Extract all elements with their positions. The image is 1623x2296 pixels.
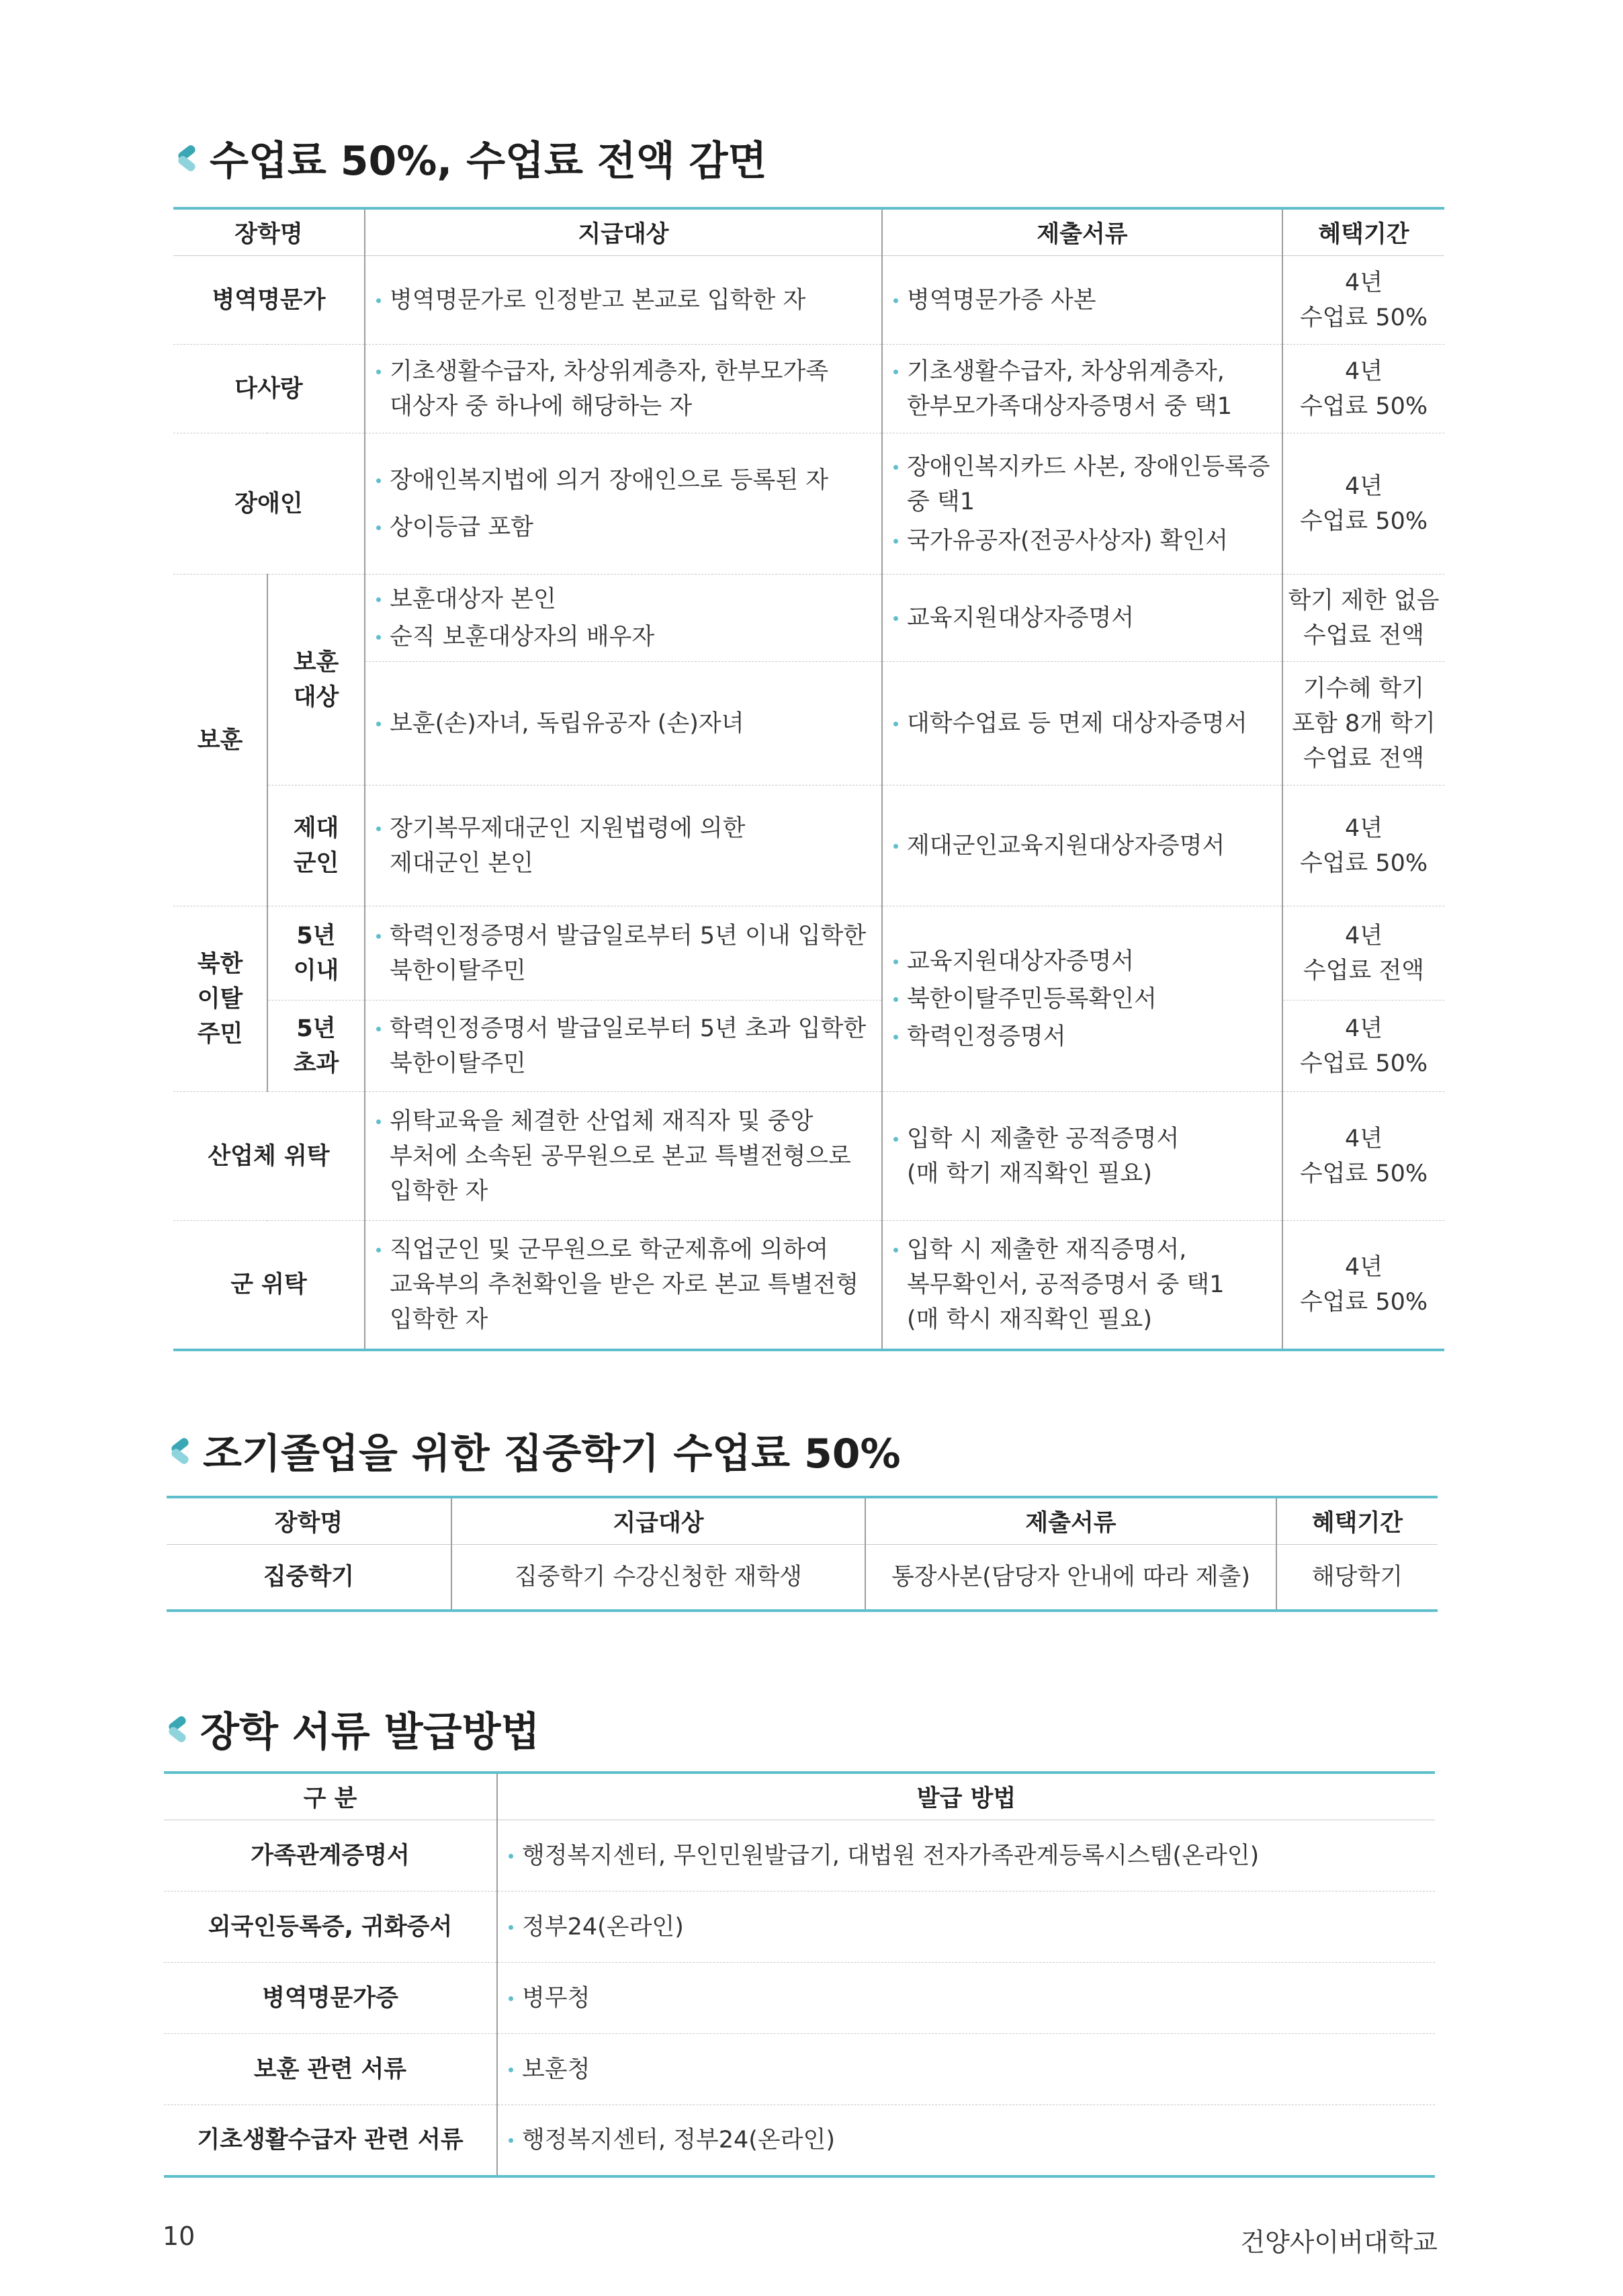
table-header-row xyxy=(164,1773,1435,1820)
table-row xyxy=(164,2105,1435,2176)
header-issuance-method: 발급 방법 xyxy=(497,1773,1435,1820)
period-cell: 4년 수업료 전액 xyxy=(1282,906,1444,1001)
school-name: 건양사이버대학교 xyxy=(1240,2227,1438,2257)
table-row xyxy=(164,1891,1435,1963)
table-row xyxy=(173,785,1444,906)
scholarship-name-north-korean-defector: 북한 이탈 주민 xyxy=(173,906,267,1092)
document-name: 보훈 관련 서류 xyxy=(164,2034,497,2105)
period-cell: 4년 수업료 50% xyxy=(1282,1092,1444,1221)
period-cell: 4년 수업료 50% xyxy=(1282,785,1444,906)
subcategory-discharged-soldier: 제대 군인 xyxy=(267,785,365,906)
subcategory-within-5-years: 5년 이내 xyxy=(267,906,365,1001)
documents-cell: 기초생활수급자, 차상위계층자, 한부모가족대상자증명서 중 택1 xyxy=(882,345,1282,433)
documents-cell: 대학수업료 등 면제 대상자증명서 xyxy=(882,662,1282,785)
target-cell: 기초생활수급자, 차상위계층자, 한부모가족 대상자 중 하나에 해당하는 자 xyxy=(365,345,882,433)
table-row xyxy=(164,1820,1435,1891)
header-documents: 제출서류 xyxy=(865,1497,1276,1545)
period-cell: 4년 수업료 50% xyxy=(1282,1221,1444,1350)
scholarship-name: 장애인 xyxy=(173,433,365,575)
issuance-method-cell: 행정복지센터, 정부24(온라인) xyxy=(497,2105,1435,2176)
document-name: 가족관계증명서 xyxy=(164,1820,497,1891)
scholarship-name: 병역명문가 xyxy=(173,256,365,345)
header-period: 혜택기간 xyxy=(1282,208,1444,256)
documents-cell: 입학 시 제출한 재직증명서, 복무확인서, 공적증명서 중 택1 (매 학시 재직확인 필요) xyxy=(882,1221,1282,1350)
documents-cell: 입학 시 제출한 공적증명서 (매 학기 재직확인 필요) xyxy=(882,1092,1282,1221)
document-name: 외국인등록증, 귀화증서 xyxy=(164,1891,497,1963)
document-name: 병역명문가증 xyxy=(164,1963,497,2034)
subcategory-bohun-target: 보훈 대상 xyxy=(267,575,365,785)
section-title-text: 수업료 50%, 수업료 전액 감면 xyxy=(210,138,767,185)
chevron-left-icon xyxy=(164,1715,187,1742)
target-cell: 보훈대상자 본인 순직 보훈대상자의 배우자 xyxy=(365,575,882,662)
target-cell: 직업군인 및 군무원으로 학군제휴에 의하여 교육부의 추천확인을 받은 자로 본교 특별전형 입학한 자 xyxy=(365,1221,882,1350)
issuance-method-cell: 행정복지센터, 무인민원발급기, 대법원 전자가족관계등록시스템(온라인) xyxy=(497,1820,1435,1891)
table-row xyxy=(173,575,1444,662)
target-cell: 보훈(손)자녀, 독립유공자 (손)자녀 xyxy=(365,662,882,785)
documents-cell: 장애인복지카드 사본, 장애인등록증 중 택1 국가유공자(전공사상자) 확인서 xyxy=(882,433,1282,575)
table-header-row xyxy=(167,1497,1438,1545)
target-cell: 병역명문가로 인정받고 본교로 입학한 자 xyxy=(365,256,882,345)
header-documents: 제출서류 xyxy=(882,208,1282,256)
documents-cell: 병역명문가증 사본 xyxy=(882,256,1282,345)
intensive-semester-table xyxy=(167,1496,1438,1612)
scholarship-name-bohun: 보훈 xyxy=(173,575,267,906)
chevron-left-icon xyxy=(167,1437,189,1464)
table-row xyxy=(164,2034,1435,2105)
table-row xyxy=(173,345,1444,433)
documents-cell: 교육지원대상자증명서 xyxy=(882,575,1282,662)
issuance-method-cell: 정부24(온라인) xyxy=(497,1891,1435,1963)
header-period: 혜택기간 xyxy=(1276,1497,1438,1545)
scholarship-name: 집중학기 xyxy=(263,1563,355,1590)
issuance-method-cell: 보훈청 xyxy=(497,2034,1435,2105)
target-cell: 학력인정증명서 발급일로부터 5년 초과 입학한 북한이탈주민 xyxy=(365,1001,882,1092)
table-row xyxy=(173,256,1444,345)
tuition-scholarship-table xyxy=(173,207,1444,1351)
target-cell: 장기복무제대군인 지원법령에 의한 제대군인 본인 xyxy=(365,785,882,906)
section-title-intensive-semester xyxy=(167,1422,901,1480)
table-row xyxy=(173,1221,1444,1350)
documents-cell: 제대군인교육지원대상자증명서 xyxy=(882,785,1282,906)
period-cell: 학기 제한 없음 수업료 전액 xyxy=(1282,575,1444,662)
scholarship-name: 다사랑 xyxy=(173,345,365,433)
page-number: 10 xyxy=(163,2221,195,2251)
chevron-left-icon xyxy=(173,144,196,171)
issuance-method-cell: 병무청 xyxy=(497,1963,1435,2034)
scholarship-name: 군 위탁 xyxy=(230,1271,307,1298)
documents-cell: 교육지원대상자증명서 북한이탈주민등록확인서 학력인정증명서 xyxy=(882,906,1282,1092)
section-title-text: 조기졸업을 위한 집중학기 수업료 50% xyxy=(203,1431,901,1478)
target-cell: 장애인복지법에 의거 장애인으로 등록된 자 상이등급 포함 xyxy=(365,433,882,575)
table-row xyxy=(173,1092,1444,1221)
documents-cell: 통장사본(담당자 안내에 따라 제출) xyxy=(865,1545,1276,1611)
period-cell: 4년 수업료 50% xyxy=(1282,433,1444,575)
section-title-document-issuance xyxy=(164,1700,539,1758)
document-issuance-table xyxy=(164,1771,1435,2178)
header-target: 지급대상 xyxy=(451,1497,865,1545)
header-target: 지급대상 xyxy=(365,208,882,256)
document-name: 기초생활수급자 관련 서류 xyxy=(197,2126,464,2154)
period-cell: 4년 수업료 50% xyxy=(1282,256,1444,345)
period-cell: 기수혜 학기 포함 8개 학기 수업료 전액 xyxy=(1282,662,1444,785)
subcategory-over-5-years: 5년 초과 xyxy=(267,1001,365,1092)
table-row xyxy=(173,433,1444,575)
table-row xyxy=(164,1963,1435,2034)
target-cell: 집중학기 수강신청한 재학생 xyxy=(451,1545,865,1611)
section-title-text: 장학 서류 발급방법 xyxy=(200,1709,540,1756)
period-cell: 4년 수업료 50% xyxy=(1282,345,1444,433)
table-row xyxy=(167,1545,1438,1611)
target-cell: 학력인정증명서 발급일로부터 5년 이내 입학한 북한이탈주민 xyxy=(365,906,882,1001)
header-scholarship-name: 장학명 xyxy=(167,1497,451,1545)
scholarship-name: 산업체 위탁 xyxy=(173,1092,365,1221)
header-category: 구 분 xyxy=(164,1773,497,1820)
period-cell: 4년 수업료 50% xyxy=(1282,1001,1444,1092)
table-header-row xyxy=(173,208,1444,256)
table-row xyxy=(173,906,1444,1001)
period-cell: 해당학기 xyxy=(1276,1545,1438,1611)
header-scholarship-name: 장학명 xyxy=(173,208,365,256)
target-cell: 위탁교육을 체결한 산업체 재직자 및 중앙 부처에 소속된 공무원으로 본교 특별전형으로 입학한 자 xyxy=(365,1092,882,1221)
section-title-tuition xyxy=(173,129,767,187)
